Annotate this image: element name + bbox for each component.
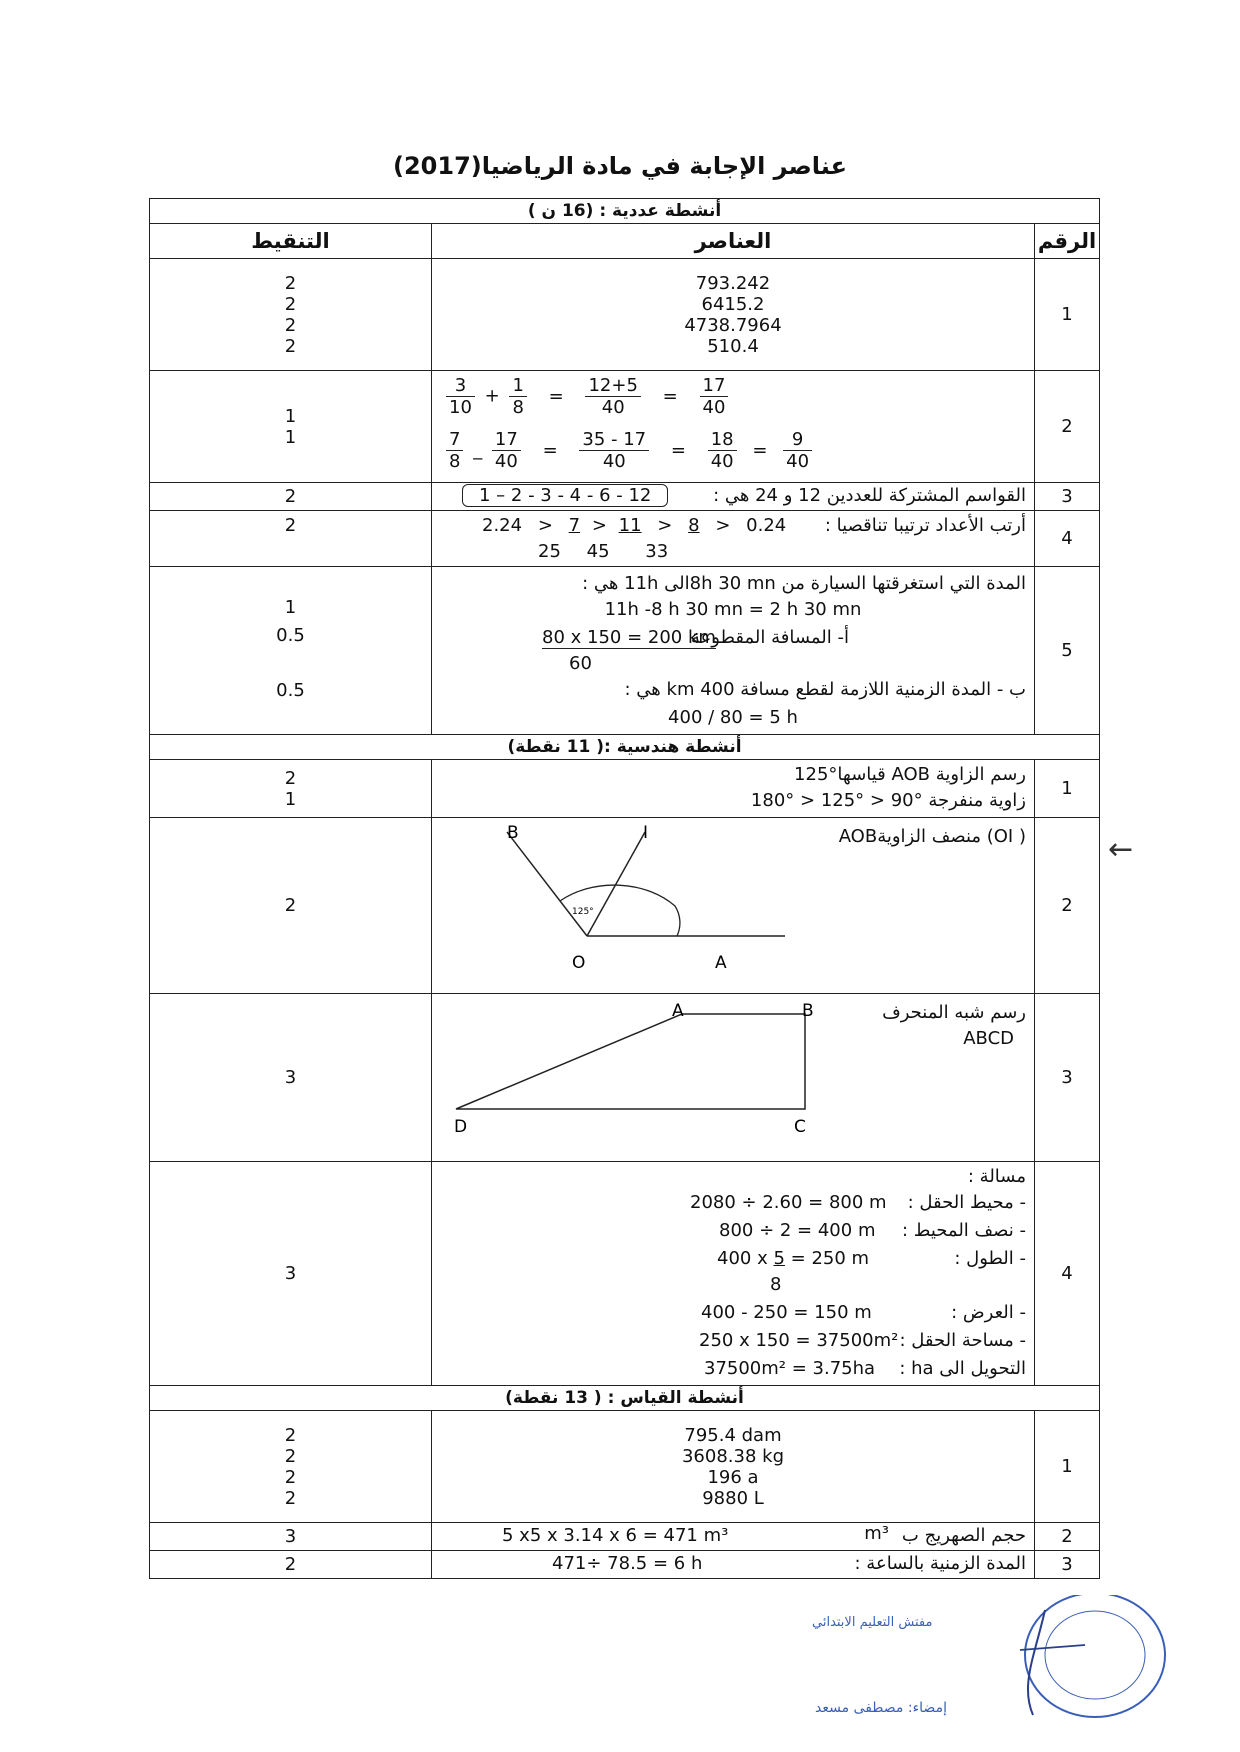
answer-value: 795.4 dam (684, 1424, 782, 1446)
grade-value: 1 (284, 405, 297, 427)
answer-value: 3608.38 kg (681, 1445, 784, 1467)
fraction-num: 3 (446, 375, 475, 397)
g3-text2: ABCD (963, 1028, 1014, 1049)
grade-value: 3 (150, 1162, 432, 1386)
common-divisors: 1 – 2 - 3 - 4 - 6 - 12 (462, 484, 668, 507)
fraction-num: 17 (700, 375, 729, 397)
g4-expr: 400 - 250 = 150 m (701, 1302, 872, 1323)
g4-label: - محيط الحقل : (907, 1192, 1026, 1213)
fraction-num: 1 (509, 375, 526, 397)
m2-unit: m³ (864, 1523, 889, 1544)
label-d: D (454, 1117, 468, 1137)
label-a: A (672, 1001, 684, 1021)
answer-value: 196 a (707, 1466, 759, 1488)
label-b: B (507, 823, 519, 843)
q5-line3-label: أ- المسافة المقطوعة (690, 627, 849, 648)
m2-expr: 5 x5 x 3.14 x 6 = 471 m³ (502, 1525, 729, 1546)
operator: + (484, 385, 500, 407)
ray-ob (507, 832, 587, 936)
label-a: A (715, 953, 727, 973)
question-number: 1 (1035, 1411, 1100, 1523)
grade-value: 2 (284, 293, 297, 315)
g4-label: التحويل الى ha : (899, 1358, 1026, 1379)
operator: = (548, 385, 564, 407)
header-grading: التنقيط (150, 224, 432, 259)
q5-line5: 400 / 80 = 5 h (668, 707, 798, 728)
grade-value: 2 (284, 272, 297, 294)
operator: = (670, 439, 686, 461)
grade-value: 2 (284, 767, 297, 789)
q5-line1: المدة التي استغرقتها السيارة من 8h 30 mnالى 11h هي : (582, 573, 1026, 594)
fraction-den: 40 (786, 451, 810, 472)
question-text: القواسم المشتركة للعددين 12 و 24 هي : (713, 485, 1026, 506)
grade-value: 2 (284, 314, 297, 336)
answer-value: 6415.2 (701, 293, 765, 315)
operator: = (662, 385, 678, 407)
fraction-num: 18 (708, 429, 737, 451)
ray-oi (587, 832, 645, 936)
angle-figure (432, 818, 1035, 994)
section-numeric: أنشطة عددية : (16 ن ) (150, 199, 1100, 224)
fraction-den: 40 (494, 451, 518, 472)
label-o: O (572, 953, 586, 973)
grade-value: 2 (284, 1445, 297, 1467)
q5-line3-den: 60 (569, 653, 592, 674)
g4-expr-den: 8 (770, 1274, 782, 1295)
stamp-inspector: مفتش التعليم الابتدائي (812, 1615, 933, 1630)
label-b: B (802, 1001, 814, 1021)
fraction-num: 35 - 17 (579, 429, 649, 451)
g1-line2: زاوية منفرجة °90 < °125 < °180 (750, 790, 1026, 811)
header-number: الرقم (1035, 224, 1100, 259)
grade-value: 2 (284, 335, 297, 357)
question-number: 2 (1035, 371, 1100, 483)
g3-text1: رسم شبه المنحرف (882, 1002, 1026, 1023)
fraction-den: 10 (449, 397, 472, 418)
operator: _ (473, 439, 483, 461)
fraction-num: 12+5 (585, 375, 640, 397)
g4-expr: 400 x 5 = 250 m (717, 1248, 870, 1269)
grade-value: 2 (150, 818, 432, 994)
grade-value: 2 (150, 483, 432, 511)
grade-value: 2 (150, 1551, 432, 1579)
trapezoid-figure (432, 994, 1035, 1162)
signature-stroke (1020, 1645, 1085, 1650)
fraction-den: 40 (702, 397, 726, 418)
trapezoid-abcd (456, 1014, 805, 1109)
ordering: 2.24 > 7 > 11 > 8 > 0.24 (482, 515, 787, 536)
signature-name: إمضاء: مصطفى مسعد (815, 1700, 947, 1716)
grade-value: 3 (150, 994, 432, 1162)
answer-value: 9880 L (702, 1487, 764, 1509)
g1-line1: رسم الزاوية AOB قياسها°125 (794, 764, 1026, 785)
g4-label: - الطول : (954, 1248, 1026, 1269)
question-number: 2 (1035, 818, 1100, 994)
m2-label: حجم الصهريج ب (901, 1525, 1026, 1546)
section-geometric: أنشطة هندسية :( 11 نقطة) (150, 735, 1100, 760)
question-number: 4 (1035, 1162, 1100, 1386)
m3-label: المدة الزمنية بالساعة : (854, 1553, 1026, 1574)
fraction-den: 40 (710, 451, 734, 472)
q5-line2: 11h -8 h 30 mn = 2 h 30 mn (604, 599, 862, 620)
answer-table (149, 198, 1100, 1579)
question-number: 1 (1035, 259, 1100, 371)
question-number: 4 (1035, 511, 1100, 567)
question-number: 1 (1035, 760, 1100, 818)
question-number: 5 (1035, 567, 1100, 735)
fraction-num: 7 (446, 429, 463, 451)
fraction-den: 40 (601, 397, 625, 418)
question-number: 3 (1035, 994, 1100, 1162)
grade-value: 2 (284, 1466, 297, 1488)
ordering-dens: 25 45 33 (538, 541, 669, 562)
grade-value: 2 (284, 1487, 297, 1509)
grade-value: 0.5 (276, 680, 305, 701)
page-title: عناصر الإجابة في مادة الرياضيا(2017) (393, 152, 847, 180)
grade-value: 1 (284, 597, 297, 618)
question-number: 3 (1035, 483, 1100, 511)
g4-label: - نصف المحيط : (901, 1220, 1026, 1241)
q5-line4: ب - المدة الزمنية اللازمة لقطع مسافة 400 km هي : (624, 679, 1026, 700)
section-measure: أنشطة القياس : ( 13 نقطة) (150, 1386, 1100, 1411)
q5-line3-expr: 80 x 150 = 200 km (542, 627, 716, 648)
question-number: 2 (1035, 1523, 1100, 1551)
fraction-den: 40 (602, 451, 626, 472)
fraction-work (432, 371, 1035, 483)
answer-value: 793.242 (695, 272, 771, 294)
grade-value: 2 (284, 1424, 297, 1446)
grade-value: 3 (150, 1523, 432, 1551)
question-number: 3 (1035, 1551, 1100, 1579)
answer-value: 4738.7964 (684, 314, 782, 336)
stamp-inner-circle (1045, 1611, 1145, 1699)
signature-stroke (1028, 1610, 1045, 1715)
fraction-den: 8 (512, 397, 524, 418)
grade-value: 1 (284, 788, 297, 810)
fraction-den: 8 (449, 451, 461, 472)
side-arrow-mark: ← (1108, 832, 1134, 867)
g4-label: - العرض : (951, 1302, 1026, 1323)
operator: = (542, 439, 558, 461)
g4-expr: 2080 ÷ 2.60 = 800 m (690, 1192, 887, 1213)
g4-heading: مسالة : (967, 1166, 1026, 1187)
g4-label: - مساحة الحقل : (899, 1330, 1026, 1351)
label-i: I (643, 823, 649, 843)
grade-value: 1 (284, 426, 297, 448)
label-angle: 125° (572, 907, 594, 917)
g2-text: ( OI) منصف الزاويةAOB (838, 826, 1026, 847)
grade-value: 0.5 (276, 625, 305, 646)
fraction-num: 9 (783, 429, 812, 451)
label-c: C (794, 1117, 806, 1137)
g4-expr: 250 x 150 = 37500m² (699, 1330, 899, 1351)
answer-value: 510.4 (707, 335, 759, 357)
operator: = (752, 439, 768, 461)
header-elements: العناصر (432, 224, 1035, 259)
m3-expr: 471÷ 78.5 = 6 h (552, 1553, 703, 1574)
grade-value: 2 (150, 511, 432, 567)
g4-expr: 800 ÷ 2 = 400 m (719, 1220, 876, 1241)
g4-expr: 37500m² = 3.75ha (704, 1358, 876, 1379)
question-text: أرتب الأعداد ترتيبا تناقصيا : (824, 515, 1026, 536)
fraction-num: 17 (492, 429, 521, 451)
